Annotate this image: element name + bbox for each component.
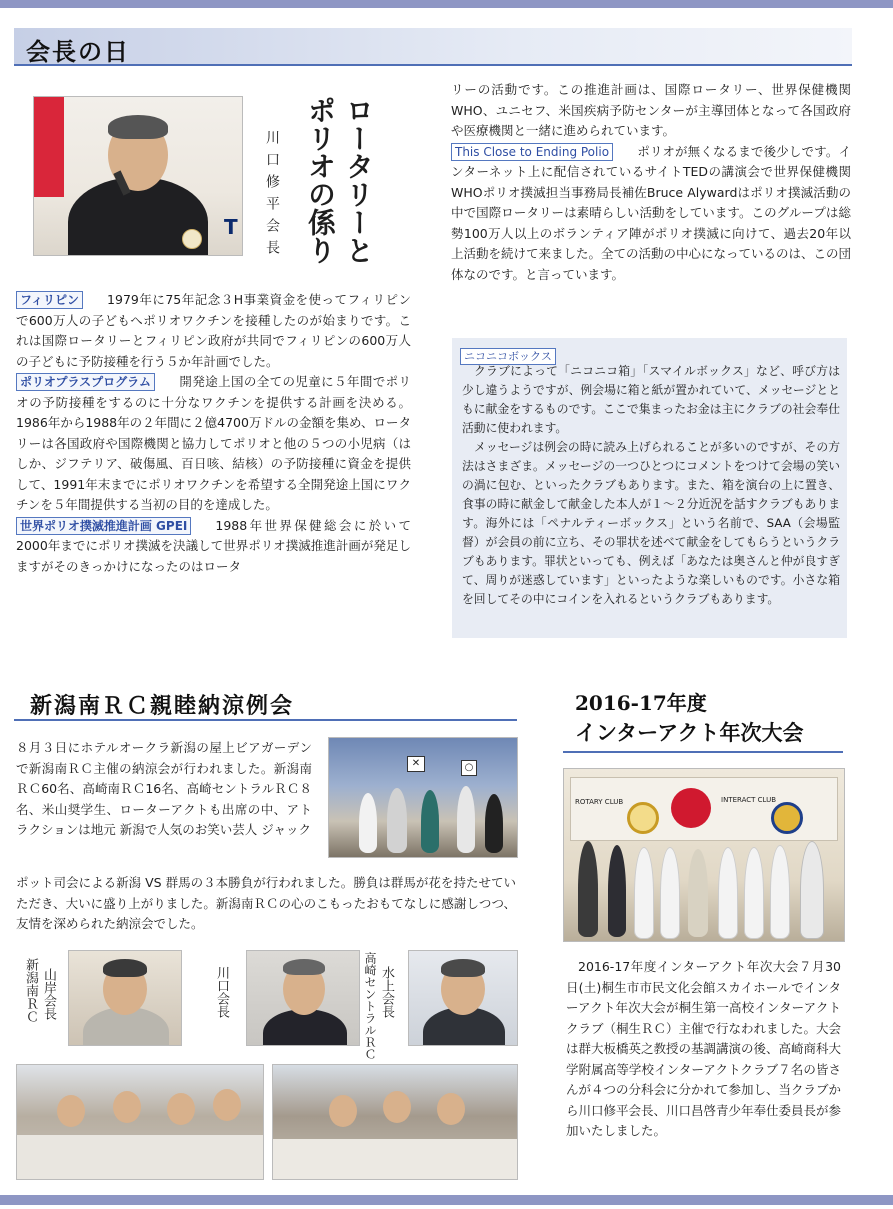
section-header-interact (563, 685, 843, 753)
bottom-border-bar (0, 1195, 893, 1205)
caption-kawaguchi: 川口会長 (214, 966, 229, 1018)
paragraph-philippines (16, 290, 411, 372)
section-header-president-day (14, 28, 852, 66)
interact-text: 2016-17年度インターアクト年次大会７月30日(土)桐生市市民文化会館スカイホールでインターアクト年次大会が桐生第一高校インターアクトクラブ（桐生ＲＣ）主催で行なわれました。大会は群大板橋英之教授の基調講演の後、高崎商科大学附属高等学校インターアクトクラブ７名の皆さんが４つの分科会に分かれて参加し、当クラブから川口修平会長、川口昌啓青少年奉仕委員長が参加いたしました。 (566, 959, 842, 1138)
niko-niko-box-panel (452, 338, 847, 638)
caption-niigata-rc: 新潟南ＲＣ (23, 958, 38, 1023)
group-person-6 (718, 847, 738, 939)
stage-person-3 (421, 790, 439, 853)
interact-title-line2: インターアクト年次大会 (575, 720, 804, 745)
box-paragraph-2: メッセージは例会の時に読み上げられることが多いのですが、その方法はさまざま。メッセージの一つひとつにコメントをつけて会場の笑いの渦に包む、といったクラブもあります。また、箱を演台の上に置き、食事の時に献金して献金した本人が１～２分近況を話すクラブもあります。海外には「ペナルティーボックス」という名前で、SAA（会場監督）が会員の前に立ち、その罪状を述べて献金をしてもらうというクラブもあります。罪状といっても、例えば「あなたは奥さんと仲が良すぎて、周りが迷惑しています」といったような楽しいものです。小さな箱を回してその中にコインを入れるというクラブもあります。 (462, 440, 840, 606)
article-title-line1: ロータリーと (342, 96, 375, 264)
group-person-1 (578, 841, 598, 937)
text-philippines: 1979年に75年記念３H事業資金を使ってフィリピンで600万人の子どもへポリオワクチンを接種したのが始まりです。これは国際ロータリーとフィリピン政府が共同でフィリピンの600万人の子どもに予防接種を行う５か年計画でした。 (16, 292, 411, 369)
section-title: 会長の日 (26, 37, 130, 66)
text-gpei: 1988年世界保健総会に於いて2000年までにポリオ撲滅を決議して世界ポリオ撲滅推進計画が発足しますがそのきっかけになったのはロータ (16, 517, 411, 574)
left-column-text (16, 290, 411, 577)
o-card-icon: ○ (461, 760, 477, 776)
group-person-4 (660, 847, 680, 939)
party-photo-left (16, 1064, 264, 1180)
label-philippines: フィリピン (16, 291, 83, 309)
group-person-9 (800, 841, 824, 939)
kawaguchi-portrait (246, 950, 360, 1046)
hinomaru-flag-icon (671, 788, 711, 828)
text-polioplus: 開発途上国の全ての児童に５年間でポリオの予防接種をするのに十分なワクチンを提供する計画を決める。1986年から1988年の２年間に２億4700万ドルの金額を集め、ロータリーは各国政府や国際機関と協力してポリオと他の５つの小児病（はしか、ジフテリア、破傷風、百日咳、結核）の予防接種に資金を提供して、1991年末までにポリオワクチンを希望する全開発途上国にワクチンを５年間提供する当初の目的を達成した。 (16, 374, 411, 512)
rotary-wheel-icon (627, 802, 659, 834)
text-ending-polio: ポリオが無くなるまで後少しです。インターネット上に配信されているサイトTEDの講演会で世界保健機関WHOポリオ撲滅担当事務局長補佐Bruce Alywardはポリオ撲滅活動の中で国際ロータリーは素晴らしい活動をしています。このグループは総勢100万人以上のボランティア陣がポリオ撲滅に向けて、過去20年以上活動を続けて来ました。全ての活動の中心になっているのは、この団体なのです。と言っています。 (451, 143, 852, 282)
guest-head-4 (213, 1089, 241, 1121)
caption-yamagishi: 山岸会長 (41, 968, 56, 1020)
interact-club-banner-text: INTERACT CLUB (721, 796, 776, 804)
yamagishi-hair (103, 959, 147, 977)
group-person-5 (688, 849, 708, 937)
party-table-left (17, 1135, 263, 1179)
guest-head-5 (329, 1095, 357, 1127)
stage-person-1 (359, 793, 377, 853)
stage-person-2 (387, 788, 407, 853)
party-table-right (273, 1139, 517, 1179)
niko-niko-box-label: ニコニコボックス (460, 348, 556, 365)
guest-head-7 (437, 1093, 465, 1125)
mizukami-portrait (408, 950, 518, 1046)
stage-person-4 (457, 786, 475, 853)
guest-head-6 (383, 1091, 411, 1123)
niigata-text-top: ８月３日にホテルオークラ新潟の屋上ビアガーデンで新潟南ＲＣ主催の納涼会が行われました。新潟南ＲＣ60名、高崎南ＲＣ16名、高崎セントラルＲＣ８名、米山奨学生、ローターアクトも出席の中、アトラクションは地元 新潟で人気のお笑い芸人 ジャック (16, 740, 312, 837)
president-photo (33, 96, 243, 256)
niko-niko-box-text (462, 362, 840, 609)
yamagishi-portrait (68, 950, 182, 1046)
box-paragraph-1: クラブによって「ニコニコ箱」「スマイルボックス」など、呼び方は少し違うようですが、例会場に箱と紙が置かれていて、メッセージとともに献金をするものです。ここで集まったお金は主にクラブの社会奉仕活動に使われます。 (462, 364, 840, 435)
label-polioplus: ポリオプラスプログラム (16, 373, 155, 391)
paragraph-gpei (16, 516, 411, 578)
podium-logo-icon: T (224, 215, 238, 239)
group-person-7 (744, 847, 764, 939)
guest-head-3 (167, 1093, 195, 1125)
kawaguchi-hair (283, 959, 325, 975)
label-ending-polio: This Close to Ending Polio (451, 143, 613, 161)
label-gpei: 世界ポリオ撲滅推進計画 GPEI (16, 517, 191, 535)
president-hair (108, 115, 168, 139)
guest-head-1 (57, 1095, 85, 1127)
stage-event-photo (328, 737, 518, 858)
corsage-icon (182, 229, 202, 249)
interact-group-photo (563, 768, 845, 942)
group-person-2 (608, 845, 626, 937)
section-header-niigata (14, 685, 517, 721)
caption-takasaki-central: 高崎セントラルＲＣ (363, 952, 377, 1060)
group-person-3 (634, 847, 654, 939)
right-column-text (451, 80, 851, 285)
top-border-bar (0, 0, 893, 8)
interact-emblem-icon (771, 802, 803, 834)
niigata-text-bottom: ポット司会による新潟 VS 群馬の３本勝負が行われました。勝負は群馬が花を持たせていただき、大いに盛り上がりました。新潟南ＲＣの心のこもったおもてなしに感謝しつつ、友情を深められた納涼会でした。 (16, 875, 516, 931)
paragraph-ending-polio (451, 142, 851, 286)
mizukami-hair (441, 959, 485, 977)
author-name: 川口修平会長 (264, 130, 280, 262)
stage-banner (570, 777, 838, 841)
red-backdrop-shape (34, 97, 64, 197)
section-title-niigata: 新潟南ＲＣ親睦納涼例会 (30, 693, 295, 719)
paragraph-rotary-activity: リーの活動です。この推進計画は、国際ロータリー、世界保健機関WHO、ユニセフ、米国疾病予防センターが主導団体となって各国政府や医療機関と一緒に進められています。 (451, 82, 851, 138)
caption-mizukami: 水上会長 (379, 966, 394, 1018)
article-title-line2: ポリオの係り (304, 96, 337, 264)
paragraph-polioplus (16, 372, 411, 516)
x-card-icon: ✕ (407, 756, 425, 772)
rotary-club-banner-text: ROTARY CLUB (575, 798, 624, 806)
party-photo-right (272, 1064, 518, 1180)
guest-head-2 (113, 1091, 141, 1123)
group-person-8 (770, 845, 790, 939)
stage-person-5 (485, 794, 503, 853)
interact-title-line1: 2016-17年度 (575, 691, 707, 715)
